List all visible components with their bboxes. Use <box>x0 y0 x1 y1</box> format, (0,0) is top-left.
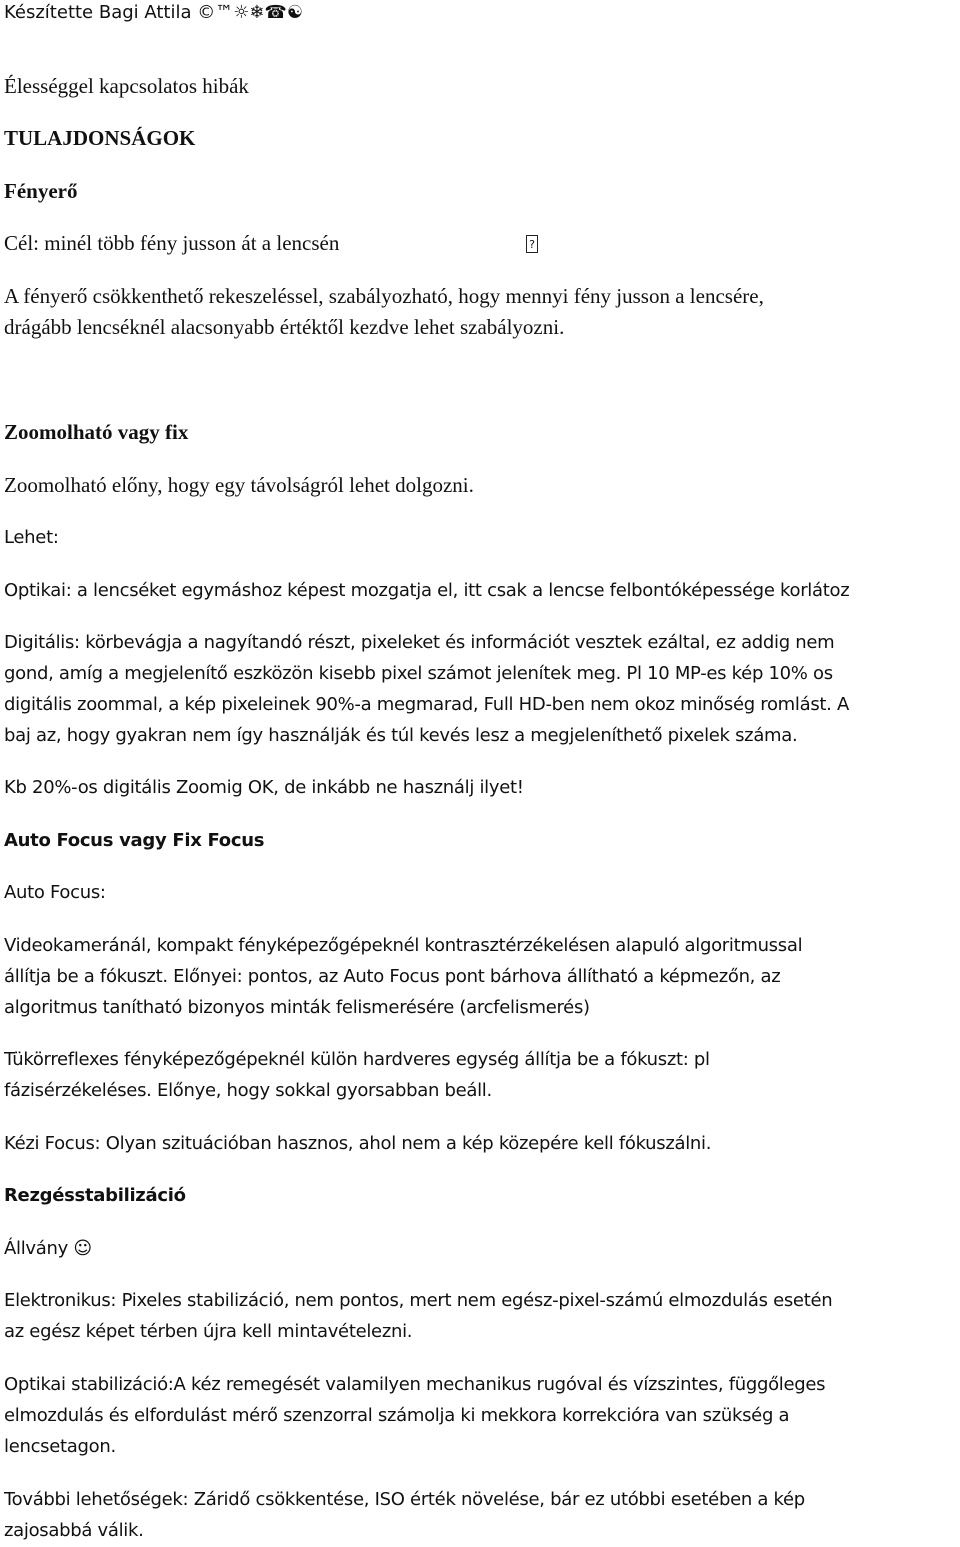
author-header: Készítette Bagi Attila ©™☼❄☎☯ <box>4 2 304 23</box>
focus-manual: Kézi Focus: Olyan szituációban hasznos, ahol nem a kép közepére kell fókuszálni. <box>4 1133 712 1154</box>
zoom-lehet-label: Lehet: <box>4 527 59 548</box>
heading-zoom: Zoomolható vagy fix <box>4 420 189 444</box>
zoom-digital-line-3: digitális zoommal, a kép pixeleinek 90%-a megmarad, Full HD-ben nem okoz minőség romlást. A <box>4 694 850 715</box>
stabilization-electronic-line-1: Elektronikus: Pixeles stabilizáció, nem pontos, mert nem egész-pixel-számú elmozdulás esetén <box>4 1290 833 1311</box>
brightness-goal: Cél: minél több fény jusson át a lencsén <box>4 231 340 255</box>
focus-auto-label: Auto Focus: <box>4 882 106 903</box>
brightness-body-line-2: drágább lencséknél alacsonyabb értéktől kezdve lehet szabályozni. <box>4 315 565 339</box>
document-title: Élességgel kapcsolatos hibák <box>4 74 249 98</box>
zoom-digital-line-1: Digitális: körbevágja a nagyítandó részt, pixeleket és információt vesztek ezáltal, ez addig nem <box>4 632 835 653</box>
heading-stabilization: Rezgésstabilizáció <box>4 1185 186 1206</box>
zoom-optical: Optikai: a lencséket egymáshoz képest mozgatja el, itt csak a lencse felbontóképessége korlátoz <box>4 580 850 601</box>
zoom-digital-line-2: gond, amíg a megjelenítő eszközön kisebb pixel számot jelenítek meg. Pl 10 MP-es kép 10% os <box>4 663 833 684</box>
focus-slr-line-2: fázisérzékeléses. Előnye, hogy sokkal gyorsabban beáll. <box>4 1080 492 1101</box>
stabilization-optical-line-3: lencsetagon. <box>4 1436 116 1457</box>
missing-glyph-icon: ? <box>526 235 538 253</box>
zoom-intro: Zoomolható előny, hogy egy távolságról lehet dolgozni. <box>4 473 474 497</box>
stabilization-optical-line-1: Optikai stabilizáció:A kéz remegését valamilyen mechanikus rugóval és vízszintes, függőleges <box>4 1374 826 1395</box>
focus-video-line-1: Videokameránál, kompakt fényképezőgépeknél kontrasztérzékelésen alapuló algoritmussal <box>4 935 803 956</box>
stabilization-electronic-line-2: az egész képet térben újra kell mintavételezni. <box>4 1321 413 1342</box>
heading-focus: Auto Focus vagy Fix Focus <box>4 830 265 851</box>
section-heading-properties: TULAJDONSÁGOK <box>4 126 196 150</box>
focus-video-line-2: állítja be a fókuszt. Előnyei: pontos, az Auto Focus pont bárhova állítható a képmezőn, az <box>4 966 781 987</box>
stabilization-more-line-1: További lehetőségek: Záridő csökkentése, ISO érték növelése, bár ez utóbbi esetében a kép <box>4 1489 805 1510</box>
heading-brightness: Fényerő <box>4 179 78 203</box>
stabilization-more-line-2: zajosabbá válik. <box>4 1520 144 1541</box>
focus-video-line-3: algoritmus tanítható bizonyos minták felismerésére (arcfelismerés) <box>4 997 590 1018</box>
zoom-digital-line-4: baj az, hogy gyakran nem így használják és túl kevés lesz a megjeleníthető pixelek száma. <box>4 725 798 746</box>
zoom-advice: Kb 20%-os digitális Zoomig OK, de inkább ne használj ilyet! <box>4 777 524 798</box>
stabilization-optical-line-2: elmozdulás és elfordulást mérő szenzorral számolja ki mekkora korrekcióra van szükség a <box>4 1405 790 1426</box>
brightness-body-line-1: A fényerő csökkenthető rekeszeléssel, szabályozható, hogy mennyi fény jusson a lencsére, <box>4 284 764 308</box>
focus-slr-line-1: Tükörreflexes fényképezőgépeknél külön hardveres egység állítja be a fókuszt: pl <box>4 1049 710 1070</box>
stabilization-tripod: Állvány ☺ <box>4 1238 92 1259</box>
